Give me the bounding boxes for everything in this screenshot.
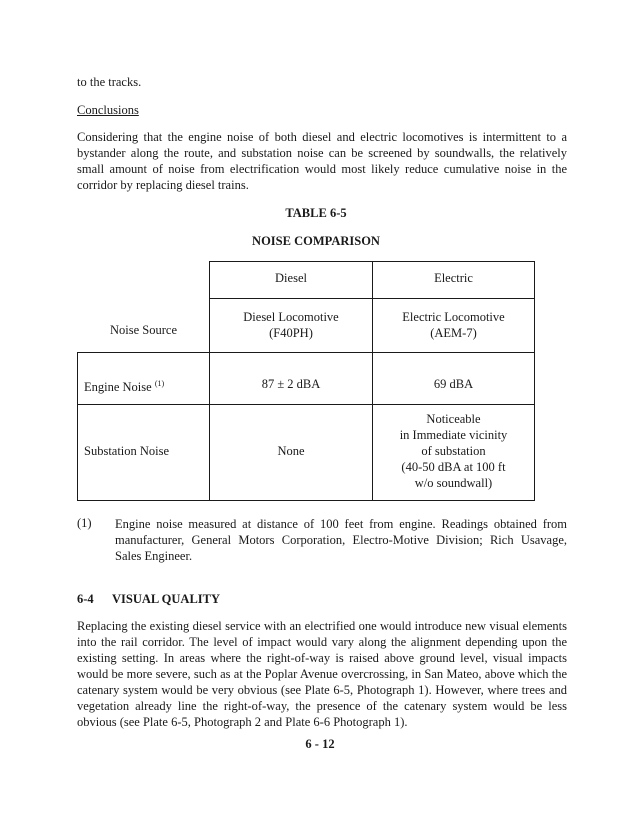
table-line — [77, 352, 78, 501]
footnote-text: Engine noise measured at distance of 100 feet from engine. Readings obtained from manufacturer, General Motors Corporation, Electro-Motive Division; Rich Usavage, Sales Engineer. — [115, 517, 567, 563]
substation-electric-line1: Noticeable — [426, 412, 481, 426]
substation-electric-line3: of substation — [421, 444, 486, 458]
table-line — [77, 500, 535, 501]
top-fragment: to the tracks. — [77, 75, 142, 89]
electric-loco-line1: Electric Locomotive — [402, 310, 505, 324]
engine-noise-label — [84, 376, 164, 395]
substation-electric-line2: in Immediate vicinity — [399, 428, 508, 442]
substation-label: Substation Noise — [84, 444, 170, 458]
row-header-label: Noise Source — [110, 323, 177, 337]
substation-electric-line4: (40-50 dBA at 100 ft — [401, 460, 506, 474]
table-title: NOISE COMPARISON — [252, 234, 380, 248]
diesel-loco-line1: Diesel Locomotive — [243, 310, 339, 324]
engine-electric-value: 69 dBA — [433, 377, 474, 391]
electric-loco-line2: (AEM-7) — [430, 326, 477, 340]
substation-diesel-value: None — [277, 444, 305, 458]
footnote-marker: (1) — [77, 516, 92, 530]
engine-diesel-value: 87 ± 2 dBA — [261, 377, 321, 391]
section-number: 6-4 — [77, 592, 94, 606]
conclusions-heading: Conclusions — [77, 103, 139, 117]
table-line — [77, 404, 535, 405]
table-line — [534, 261, 535, 501]
col-header-diesel: Diesel — [275, 271, 307, 285]
diesel-loco-line2: (F40PH) — [269, 326, 313, 340]
page-number: 6 - 12 — [305, 737, 335, 751]
table-number: TABLE 6-5 — [285, 206, 347, 220]
engine-noise-text: Engine Noise — [84, 380, 152, 395]
substation-electric-line5: w/o soundwall) — [414, 476, 493, 490]
section-title: VISUAL QUALITY — [112, 592, 221, 606]
col-header-electric: Electric — [434, 271, 473, 285]
engine-noise-footnote-ref: (1) — [154, 379, 165, 388]
conclusions-paragraph: Considering that the engine noise of both diesel and electric locomotives is intermittent to a bystander along the route, and substation noise can be screened by soundwalls, the relatively small amount of noise from electrification would most likely reduce cumulative noise in the corridor by replacing diesel trains. — [77, 130, 567, 192]
visual-quality-paragraph: Replacing the existing diesel service with an electrified one would introduce new visual elements into the rail corridor. The level of impact would vary along the alignment depending upon the existing setting. In areas where the right-of-way is raised above ground level, visual impacts would be more severe, such as at the Poplar Avenue overcrossing, in San Mateo, above which the catenary system would be very obvious (see Plate 6-5, Photograph 1). However, where trees and vegetation already line the right-of-way, the presence of the catenary system would be less obvious (see Plate 6-5, Photograph 2 and Plate 6-6 Photograph 1). — [77, 619, 567, 729]
table-line — [77, 352, 535, 353]
